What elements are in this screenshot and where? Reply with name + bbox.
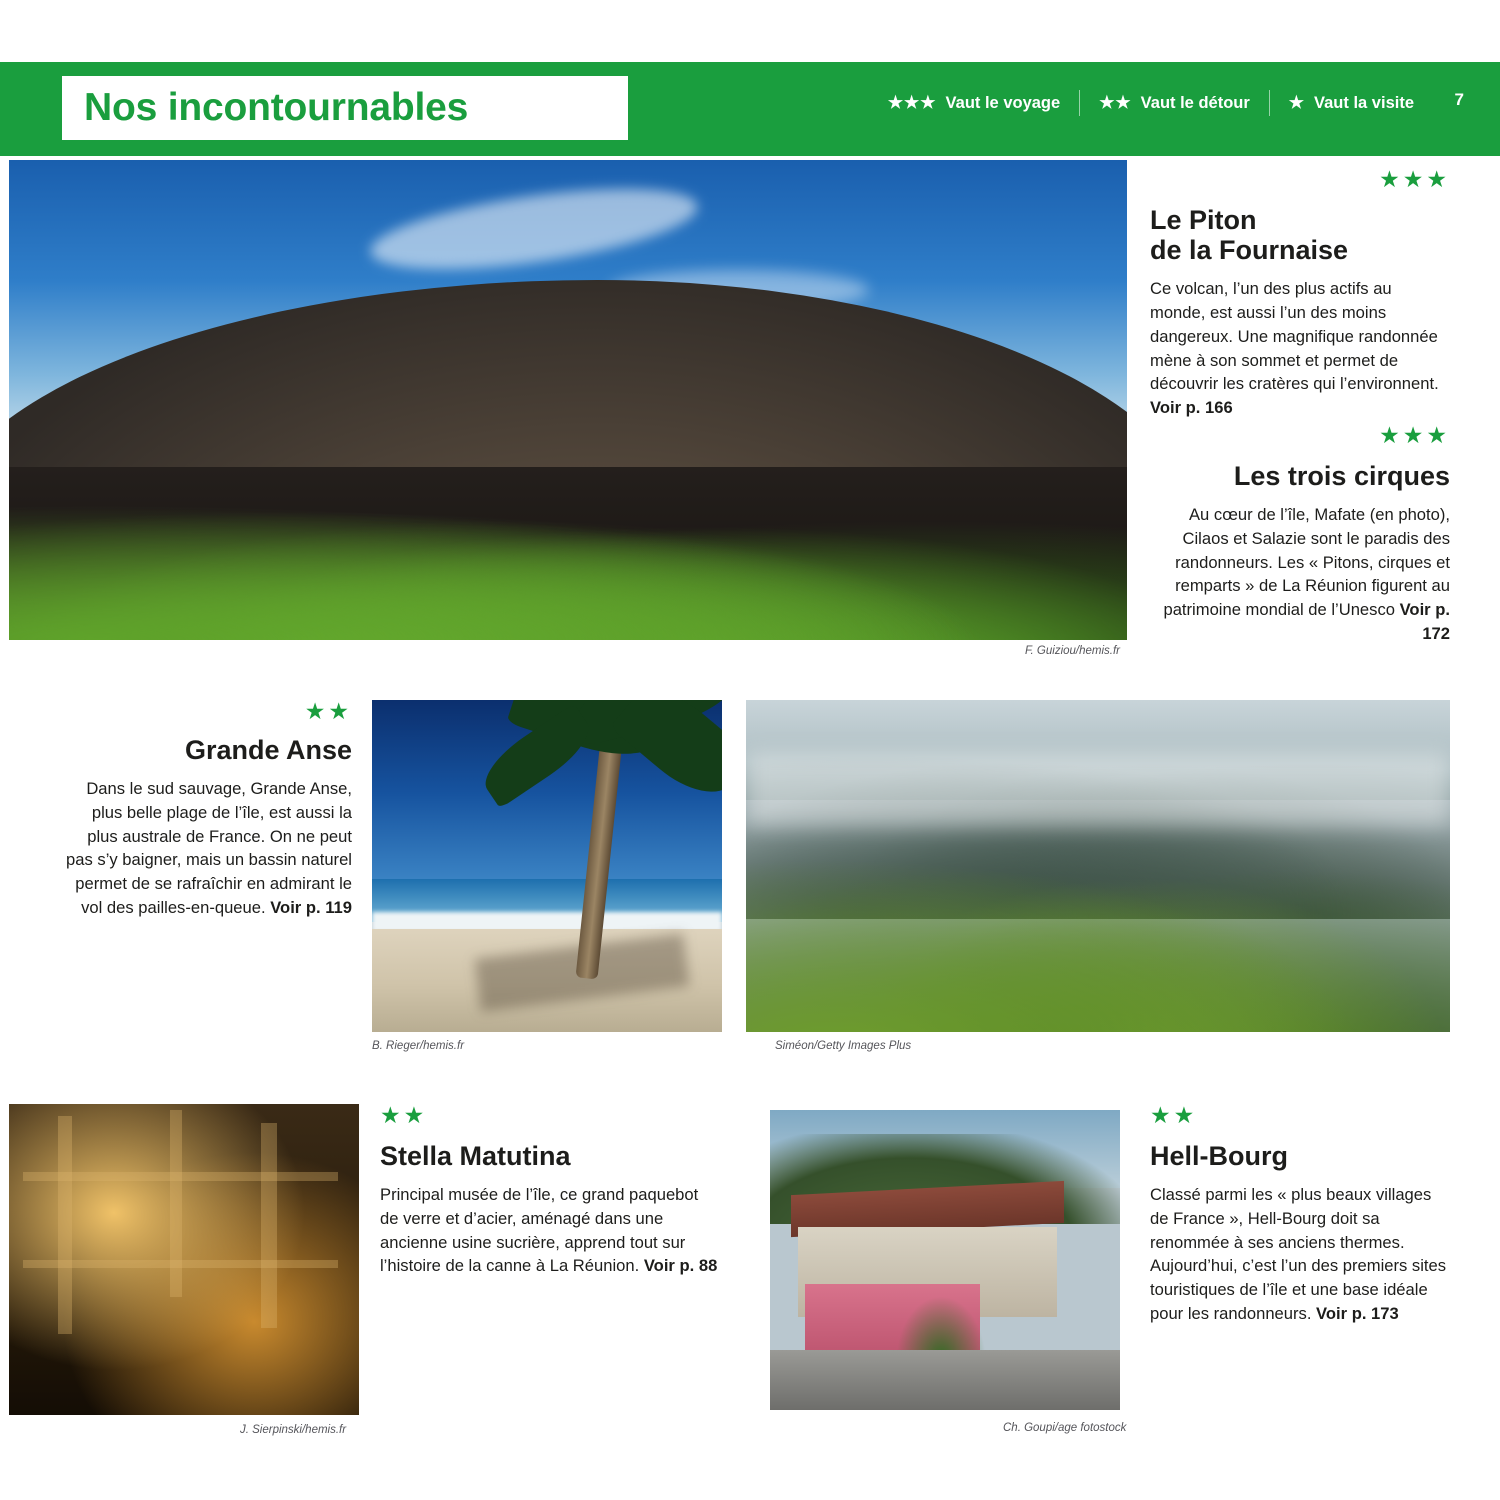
photo-vegetation (9, 482, 1127, 640)
photo-vegetation (746, 826, 1450, 1032)
photo-credit-village: Ch. Goupi/age fotostock (1003, 1422, 1127, 1434)
photo-credit-cirque: Siméon/Getty Images Plus (775, 1040, 912, 1052)
legend-divider (1269, 90, 1270, 116)
entry-les-trois-cirques (1150, 424, 1450, 646)
page-title-box (62, 76, 628, 140)
entry-body-hell-bourg (1150, 1183, 1452, 1325)
entry-ref-hell-bourg: Voir p. 173 (1316, 1303, 1399, 1323)
legend-label-detour: Vaut le détour (1140, 93, 1250, 112)
entry-body-cirques (1150, 503, 1450, 645)
page-title: Nos incontournables (84, 86, 469, 129)
photo-structure-beam (58, 1116, 72, 1334)
three-stars-icon: ★★★ (887, 93, 937, 112)
photo-credit-museum: J. Sierpinski/hemis.fr (240, 1424, 347, 1436)
entry-text-stella: Principal musée de l’île, ce grand paquebot de verre et d’acier, aménagé dans une ancienne usine sucrière, apprend tout sur l’histoire de la canne à La Réunion. (380, 1185, 699, 1276)
photo-cirque-de-mafate (746, 700, 1450, 1032)
one-star-icon: ★ (1288, 93, 1306, 112)
legend-item-visite (1289, 93, 1414, 113)
entry-title-stella: Stella Matutina (380, 1141, 571, 1171)
rating-legend (888, 90, 1414, 116)
photo-credit-volcano: F. Guiziou/hemis.fr (1025, 645, 1121, 657)
entry-grande-anse (60, 700, 352, 920)
photo-structure-beam (23, 1260, 338, 1268)
photo-structure-beam (170, 1110, 182, 1297)
entry-title-hell-bourg: Hell-Bourg (1150, 1141, 1288, 1171)
entry-title-piton-line1: Le Piton (1150, 205, 1257, 235)
entry-text-cirques: Au cœur de l’île, Mafate (en photo), Cilaos et Salazie sont le paradis des randonneurs. Les « Pitons, cirques et remparts » de La Réunion figurent au patrimoine mondial de l’Unesco (1163, 505, 1450, 620)
two-stars-icon: ★★ (1150, 1102, 1198, 1128)
entry-text-grande-anse: Dans le sud sauvage, Grande Anse, plus belle plage de l’île, est aussi la plus australe de France. On ne peut pas s’y baigner, mais un bassin naturel permet de se rafraîchir en admirant le vol des pailles-en-queue. (66, 779, 352, 917)
entry-body-piton (1150, 277, 1450, 419)
photo-credit-beach: B. Rieger/hemis.fr (372, 1040, 465, 1052)
photo-stella-matutina (9, 1104, 359, 1415)
entry-title-piton-line2: de la Fournaise (1150, 235, 1349, 266)
page-header (0, 62, 1500, 156)
entry-title-grande-anse: Grande Anse (184, 735, 352, 765)
photo-piton-de-la-fournaise (9, 160, 1127, 640)
two-stars-icon: ★★ (380, 1102, 428, 1128)
entry-body-grande-anse (60, 777, 352, 919)
entry-hell-bourg (1150, 1104, 1452, 1326)
entry-text-piton: Ce volcan, l’un des plus actifs au monde, est aussi l’un des moins dangereux. Une magnifique randonnée mène à son sommet et permet de découvrir les cratères qui l’environnent. (1150, 279, 1439, 394)
legend-label-visite: Vaut la visite (1314, 93, 1414, 112)
entry-ref-cirques: Voir p. 172 (1399, 600, 1450, 643)
photo-mist-layer (746, 753, 1450, 826)
entry-body-stella (380, 1183, 720, 1278)
page-number: 7 (1454, 90, 1464, 109)
two-stars-icon: ★★ (1099, 93, 1132, 112)
entry-title-cirques: Les trois cirques (1233, 461, 1450, 491)
three-stars-icon: ★★★ (1379, 166, 1450, 192)
photo-grande-anse (372, 700, 722, 1032)
entry-stella-matutina (380, 1104, 720, 1278)
legend-item-voyage (888, 93, 1060, 113)
entry-ref-grande-anse: Voir p. 119 (270, 897, 352, 917)
photo-street-layer (770, 1350, 1120, 1410)
legend-item-detour (1099, 93, 1250, 113)
three-stars-icon: ★★★ (1379, 422, 1450, 448)
legend-label-voyage: Vaut le voyage (945, 93, 1061, 112)
photo-structure-beam (23, 1172, 338, 1181)
entry-text-hell-bourg: Classé parmi les « plus beaux villages de France », Hell-Bourg doit sa renommée à ses anciens thermes. Aujourd’hui, c’est l’un des premiers sites touristiques de l’île et une base idéale pour les randonneurs. (1150, 1185, 1447, 1323)
photo-structure-beam (261, 1123, 277, 1328)
photo-hell-bourg (770, 1110, 1120, 1410)
legend-divider (1079, 90, 1080, 116)
entry-ref-piton: Voir p. 166 (1150, 398, 1233, 418)
entry-piton-de-la-fournaise (1150, 168, 1450, 420)
two-stars-icon: ★★ (304, 698, 352, 724)
entry-ref-stella: Voir p. 88 (643, 1256, 718, 1276)
